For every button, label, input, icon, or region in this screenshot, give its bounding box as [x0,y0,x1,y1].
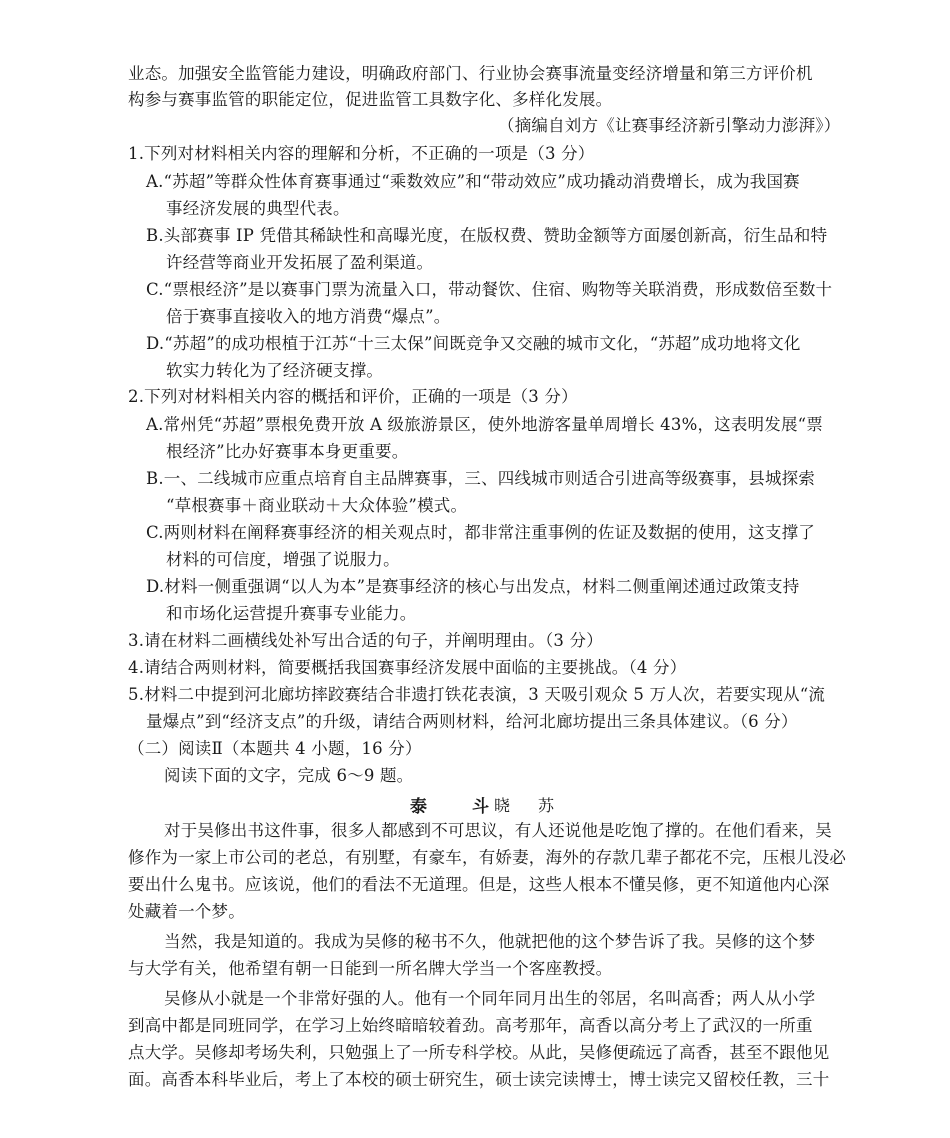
paragraph-line: 点大学。吴修却考场失利，只勉强上了一所专科学校。从此，吴修便疏远了高香，甚至不跟他见 [128,1043,830,1062]
paragraph-line: 当然，我是知道的。我成为吴修的秘书不久，他就把他的这个梦告诉了我。吴修的这个梦 [164,932,816,951]
q1-option-d-cont: 软实力转化为了经济硬支撑。 [166,361,384,380]
paragraph-line: 要出什么鬼书。应该说，他们的看法不无道理。但是，这些人根本不懂吴修，更不知道他内心深 [128,875,830,894]
q1-option-b: B.头部赛事 IP 凭借其稀缺性和高曝光度，在版权费、赞助金额等方面屡创新高，衍生品和特 [146,226,828,245]
q2-option-a-cont: 根经济”比办好赛事本身更重要。 [166,442,409,461]
text-line: 构参与赛事监管的职能定位，促进监管工具数字化、多样化发展。 [128,90,613,109]
paragraph-line: 处藏着一个梦。 [128,902,245,921]
q1-option-c: C.“票根经济”是以赛事门票为流量入口，带动餐饮、住宿、购物等关联消费，形成数倍至数十 [146,280,833,299]
q2-option-d-cont: 和市场化运营提升赛事专业能力。 [166,604,417,623]
q1-option-a: A.“苏超”等群众性体育赛事通过“乘数效应”和“带动效应”成功撬动消费增长，成为我国赛 [146,172,800,191]
q2-option-d: D.材料一侧重强调“以人为本”是赛事经济的核心与出发点，材料二侧重阐述通过政策支持 [146,577,800,596]
question-2-stem: 2.下列对材料相关内容的概括和评价，正确的一项是（3 分） [128,387,578,406]
reading-instruction: 阅读下面的文字，完成 6～9 题。 [164,766,414,785]
question-5-cont: 量爆点”到“经济支点”的升级，请结合两则材料，给河北廊坊提出三条具体建议。（6 分） [146,712,798,731]
paragraph-line: 到高中都是同班同学，在学习上始终暗暗较着劲。高考那年，高香以高分考上了武汉的一所重 [128,1016,813,1035]
question-1-stem: 1.下列对材料相关内容的理解和分析，不正确的一项是（3 分） [128,144,595,163]
q1-option-b-cont: 许经营等商业开发拓展了盈利渠道。 [166,253,434,272]
question-5: 5.材料二中提到河北廊坊摔跤赛结合非遗打铁花表演，3 天吸引观众 5 万人次，若要实现从“流 [128,685,826,704]
question-3: 3.请在材料二画横线处补写出合适的句子，并阐明理由。（3 分） [128,631,603,650]
q2-option-b: B.一、二线城市应重点培育自主品牌赛事，三、四线城市则适合引进高等级赛事，县城探索 [146,469,816,488]
paragraph-line: 面。高香本科毕业后，考上了本校的硕士研究生，硕士读完读博士，博士读完又留校任教，三十 [128,1070,830,1089]
paragraph-line: 修作为一家上市公司的老总，有别墅，有豪车，有娇妻，海外的存款几辈子都花不完，压根儿没必 [128,848,847,867]
story-title: 泰 斗 [410,797,503,817]
q1-option-d: D.“苏超”的成功根植于江苏“十三太保”间既竞争又交融的城市文化，“苏超”成功地将文化 [146,334,801,353]
paragraph-line: 与大学有关，他希望有朝一日能到一所名牌大学当一个客座教授。 [128,959,613,978]
source-citation: （摘编自刘方《让赛事经济新引擎动力澎湃》） [498,116,841,135]
section-heading: （二）阅读Ⅱ（本题共 4 小题，16 分） [128,739,422,758]
q2-option-c: C.两则材料在阐释赛事经济的相关观点时，都非常注重事例的佐证及数据的使用，这支撑了 [146,523,815,542]
question-4: 4.请结合两则材料，简要概括我国赛事经济发展中面临的主要挑战。（4 分） [128,658,687,677]
paragraph-line: 对于吴修出书这件事，很多人都感到不可思议，有人还说他是吃饱了撑的。在他们看来，吴 [164,821,832,840]
paragraph-line: 吴修从小就是一个非常好强的人。他有一个同年同月出生的邻居，名叫高香；两人从小学 [164,989,816,1008]
q1-option-c-cont: 倍于赛事直接收入的地方消费“爆点”。 [166,307,451,326]
story-author: 晓 苏 [494,796,561,815]
q2-option-b-cont: “草根赛事＋商业联动＋大众体验”模式。 [166,496,468,515]
text-line: 业态。加强安全监管能力建设，明确政府部门、行业协会赛事流量变经济增量和第三方评价机 [128,64,813,83]
q2-option-c-cont: 材料的可信度，增强了说服力。 [166,550,400,569]
q2-option-a: A.常州凭“苏超”票根免费开放 A 级旅游景区，使外地游客量单周增长 43%，这表明发展“票 [146,415,823,434]
q1-option-a-cont: 事经济发展的典型代表。 [166,199,350,218]
